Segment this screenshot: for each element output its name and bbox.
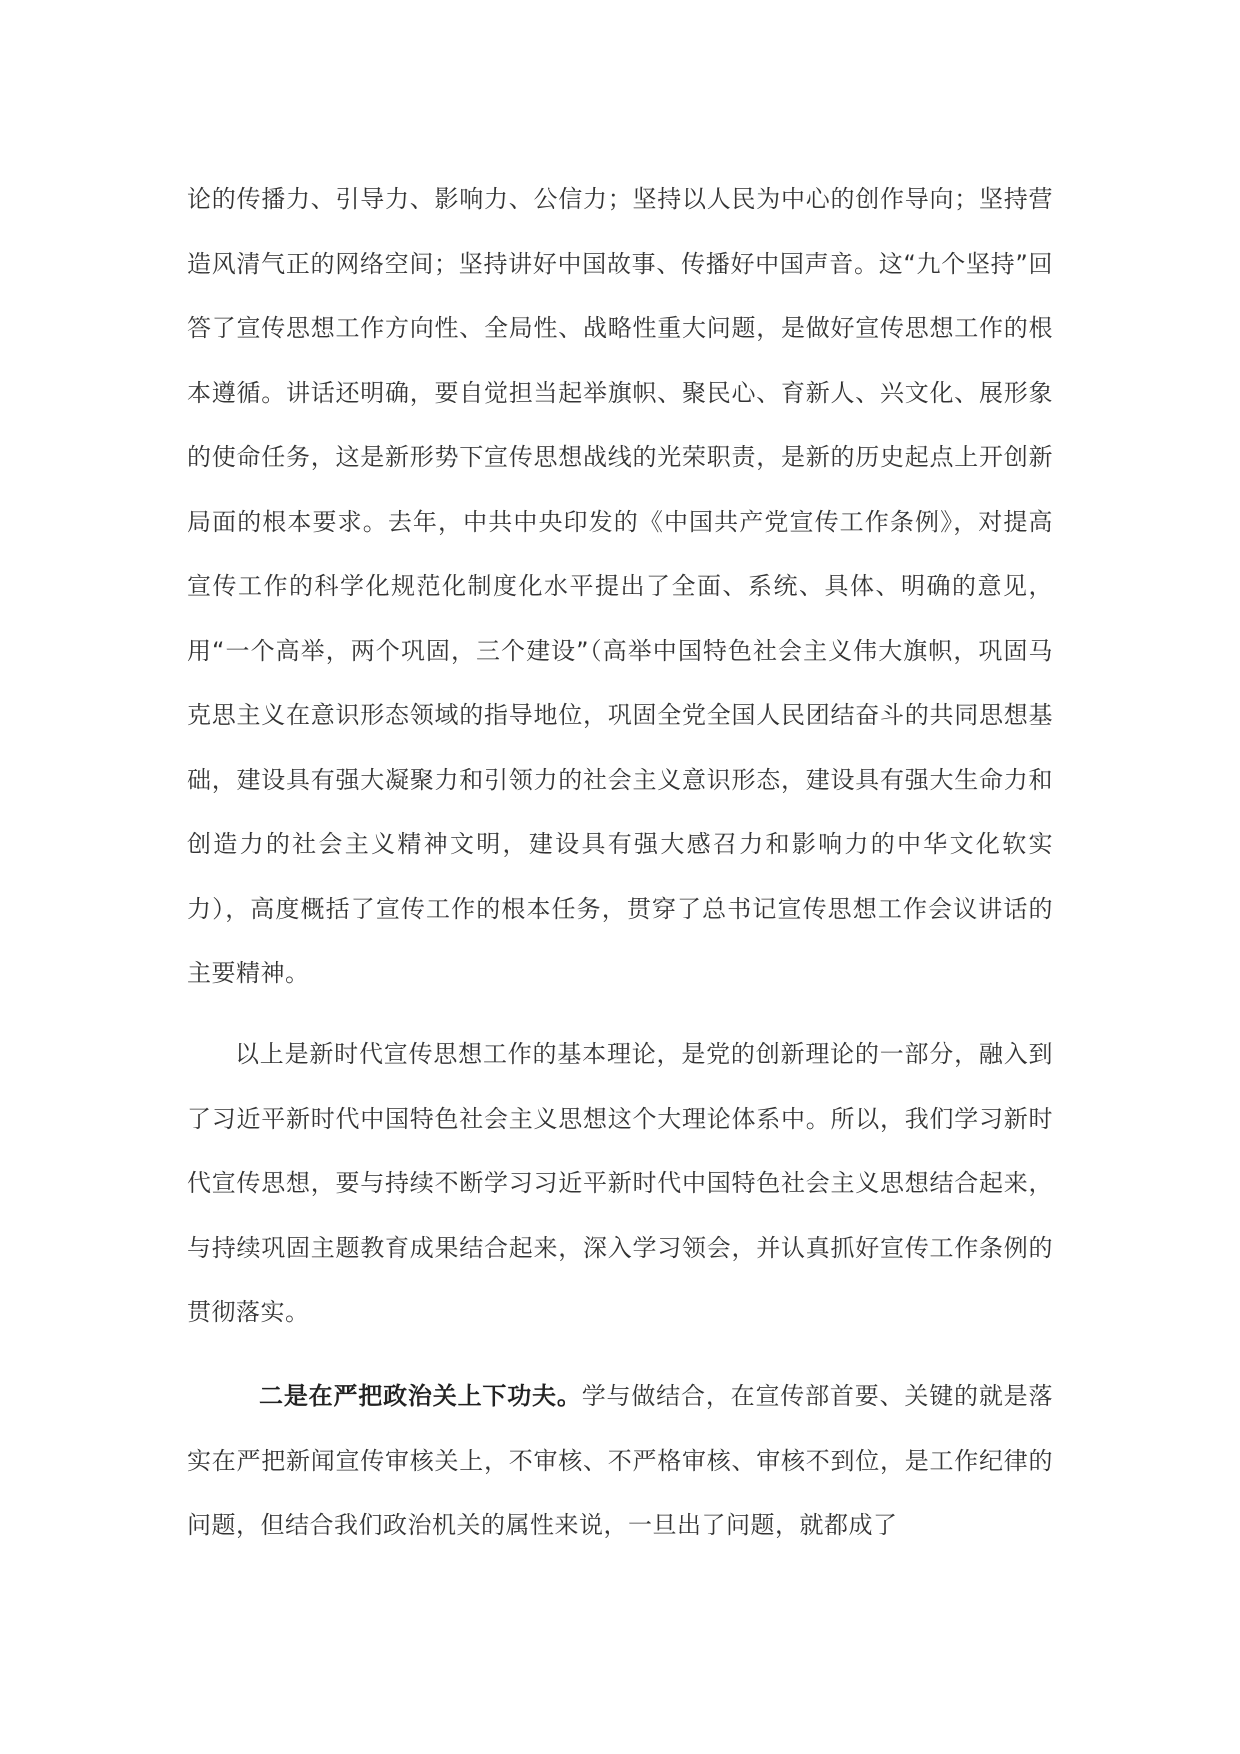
paragraph-text — [187, 1364, 1053, 1558]
paragraph-text: 论的传播力、引导力、影响力、公信力；坚持以人民为中心的创作导向；坚持营造风清气正的网络空间；坚持讲好中国故事、传播好中国声音。这“九个坚持”回答了宣传思想工作方向性、全局性、战略性重大问题，是做好宣传思想工作的根本遵循。讲话还明确，要自觉担当起举旗帜、聚民心、育新人、兴文化、展形象的使命任务，这是新形势下宣传思想战线的光荣职责，是新的历史起点上开创新局面的根本要求。去年，中共中央印发的《中国共产党宣传工作条例》，对提高宣传工作的科学化规范化制度化水平提出了全面、系统、具体、明确的意见，用“一个高举，两个巩固，三个建设”（高举中国特色社会主义伟大旗帜，巩固马克思主义在意识形态领域的指导地位，巩固全党全国人民团结奋斗的共同思想基础，建设具有强大凝聚力和引领力的社会主义意识形态，建设具有强大生命力和创造力的社会主义精神文明，建设具有强大感召力和影响力的中华文化软实力），高度概括了宣传工作的根本任务，贯穿了总书记宣传思想工作会议讲话的主要精神。 — [187, 185, 1053, 987]
paragraph-summary — [187, 1022, 1053, 1345]
paragraph-continuation — [187, 167, 1053, 1006]
paragraph-body: 学与做结合，在宣传部首要、关键的就是落实在严把新闻宣传审核关上，不审核、不严格审核、审核不到位，是工作纪律的问题，但结合我们政治机关的属性来说，一旦出了问题，就都成了 — [187, 1382, 1054, 1539]
paragraph-lead-heading: 二是在严把政治关上下功夫。 — [259, 1382, 582, 1410]
paragraph-section-two — [187, 1364, 1053, 1558]
paragraph-text: 以上是新时代宣传思想工作的基本理论，是党的创新理论的一部分，融入到了习近平新时代中国特色社会主义思想这个大理论体系中。所以，我们学习新时代宣传思想，要与持续不断学习习近平新时代中国特色社会主义思想结合起来，与持续巩固主题教育成果结合起来，深入学习领会，并认真抓好宣传工作条例的贯彻落实。 — [187, 1040, 1053, 1326]
